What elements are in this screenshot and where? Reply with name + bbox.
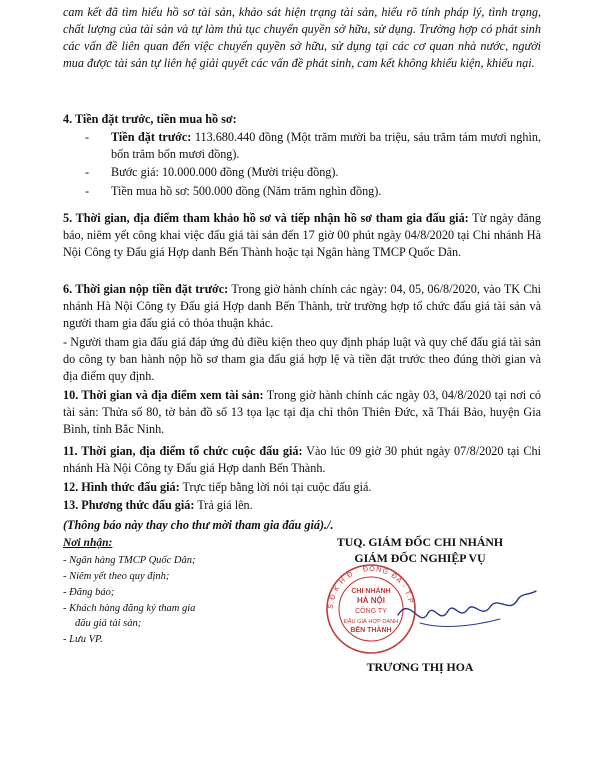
section-10 xyxy=(63,387,541,438)
seal-line: ĐẤU GIÁ HỢP DANH xyxy=(343,619,399,625)
bid-step-text: Bước giá: 10.000.000 đồng (Mười triệu đồng). xyxy=(111,165,339,179)
recipient-item: - Ngân hàng TMCP Quốc Dân; xyxy=(63,555,196,566)
section-11-text: Vào lúc 09 giờ 30 phút ngày 07/8/2020 tại Chi nhánh Hà Nội Công ty Đấu giá Hợp danh Bến Thành. xyxy=(63,444,541,475)
dossier-fee-text: Tiền mua hồ sơ: 500.000 đồng (Năm trăm nghìn đồng). xyxy=(111,184,382,198)
section-13-heading: 13. Phương thức đấu giá: xyxy=(63,498,195,512)
section-10-heading: 10. Thời gian và địa điểm xem tài sản: xyxy=(63,388,264,402)
section-6-heading: 6. Thời gian nộp tiền đặt trước: xyxy=(63,282,229,296)
recipient-item: - Khách hàng đăng ký tham gia xyxy=(63,603,196,614)
recipient-item: - Đăng báo; xyxy=(63,587,115,598)
deposit-label: Tiền đặt trước: xyxy=(111,130,192,144)
recipients-heading: Nơi nhận: xyxy=(63,537,113,549)
section-13 xyxy=(63,497,541,514)
signature-title: GIÁM ĐỐC NGHIỆP VỤ xyxy=(354,551,486,565)
section-5-heading: 5. Thời gian, địa điểm tham khảo hồ sơ và tiếp nhận hồ sơ tham gia đấu giá: xyxy=(63,211,469,225)
seal-line: BẾN THÀNH xyxy=(350,627,392,634)
bullet-dash: - xyxy=(85,130,90,144)
section-6-text: Trong giờ hành chính các ngày: 04, 05, 06/8/2020, vào TK Chi nhánh Hà Nội Công ty Đấu giá Hợp danh Bến Thành, trừ trường hợp tổ chức đấu giá tài sản và người tham gia đấu giá có thỏa thuận khác. xyxy=(63,282,541,330)
seal-line: CHI NHÁNH xyxy=(351,588,391,595)
section-12-text: Trực tiếp bằng lời nói tại cuộc đấu giá. xyxy=(179,480,372,494)
section-11 xyxy=(63,443,541,477)
recipient-item: - Lưu VP. xyxy=(63,634,103,645)
bullet-dash: - xyxy=(85,184,90,198)
seal-line: HÀ NỘI xyxy=(357,596,385,605)
intro-paragraph: cam kết đã tìm hiểu hồ sơ tài sản, khảo sát hiện trạng tài sản, hiểu rõ tính pháp lý, tình trạng, chất lượng của tài sản và tự làm thủ tục chuyển quyền sở hữu, sử dụng. Trường hợp có phát sinh các vấn đề liên quan đến việc chuyển quyền sở hữu, sử dụng tại các cơ quan nhà nước, người mua được tài sản tự liên hệ giải quyết các vấn đề phát sinh, cam kết không khiếu kiện, khiếu nại. xyxy=(63,5,541,70)
section-11-heading: 11. Thời gian, địa điểm tổ chức cuộc đấu giá: xyxy=(63,444,303,458)
section-12-heading: 12. Hình thức đấu giá: xyxy=(63,480,180,494)
deposit-text: 113.680.440 đồng (Một trăm mười ba triệu, sáu trăm tám mươi nghìn, bốn trăm bốn mươi đồng). xyxy=(111,130,541,161)
section-4-heading: 4. Tiền đặt trước, tiền mua hồ sơ: xyxy=(63,112,237,126)
section-5-text: Từ ngày đăng báo, niêm yết công khai việc đấu giá tài sản đến 17 giờ 00 phút ngày 04/8/2020 tại Chi nhánh Hà Nội Công ty Đấu giá Hợp danh Bến Thành hoặc tại Ngân hàng TMCP Quốc Dân. xyxy=(63,211,541,259)
section-10-text: Trong giờ hành chính các ngày 03, 04/8/2020 tại nơi có tài sản: Thửa số 80, tờ bản đồ số 13 tọa lạc tại địa chỉ thôn Thiên Đức, xã Thái Bảo, huyện Gia Bình, tỉnh Bắc Ninh. xyxy=(63,388,541,436)
seal-line: CÔNG TY xyxy=(355,608,387,615)
section-6-note: - Người tham gia đấu giá đáp ứng đủ điều kiện theo quy định pháp luật và quy chế đấu giá tài sản do công ty ban hành nộp hồ sơ tham gia đấu giá hợp lệ và tiền đặt trước theo đúng thời gian và địa điểm quy định. xyxy=(63,335,541,383)
section-6 xyxy=(63,281,541,332)
section-13-text: Trả giá lên. xyxy=(194,498,253,512)
closing-note: (Thông báo này thay cho thư mời tham gia đấu giá)./. xyxy=(63,518,334,532)
recipient-item: - Niêm yết theo quy định; xyxy=(63,571,170,582)
bullet-dash: - xyxy=(85,165,90,179)
section-12 xyxy=(63,479,541,496)
recipient-item: đấu giá tài sản; xyxy=(75,618,142,629)
signer-name: TRƯƠNG THỊ HOA xyxy=(366,660,474,674)
seal-ring-text: S.Đ.K.H.Đ · ĐỐNG ĐA - T.P xyxy=(325,563,416,610)
signature-authority: TUQ. GIÁM ĐỐC CHI NHÁNH xyxy=(336,535,504,549)
section-5 xyxy=(63,210,541,261)
handwritten-signature xyxy=(390,585,540,635)
section-4-item xyxy=(63,129,541,163)
